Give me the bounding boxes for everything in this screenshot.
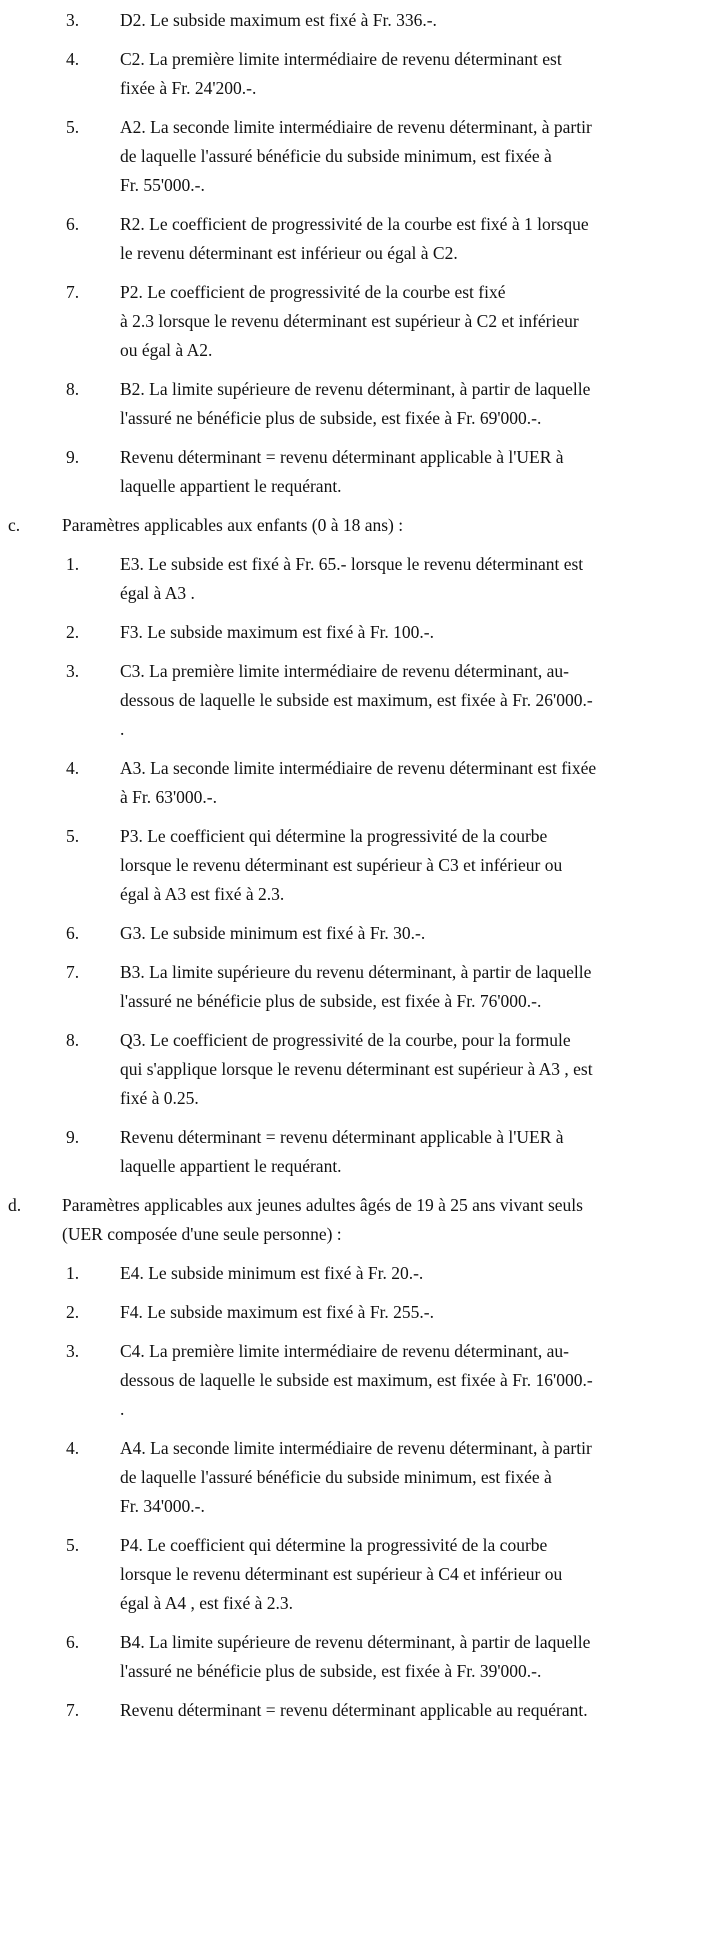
text-line: Revenu déterminant = revenu déterminant applicable à l'UER à [120, 1127, 564, 1147]
text-line: Revenu déterminant = revenu déterminant applicable à l'UER à [120, 447, 564, 467]
text-line: A3. La seconde limite intermédiaire de revenu déterminant est fixée [120, 758, 597, 778]
item-text [120, 210, 700, 268]
item-text [120, 1696, 700, 1725]
item-text [120, 657, 700, 744]
text-line: ou égal à A2. [120, 340, 213, 360]
text-line: F3. Le subside maximum est fixé à Fr. 100.-. [120, 622, 434, 642]
text-line: R2. Le coefficient de progressivité de la courbe est fixé à 1 lorsque [120, 214, 589, 234]
text-line: à Fr. 63'000.-. [120, 787, 217, 807]
item-text [120, 1298, 700, 1327]
text-line: à 2.3 lorsque le revenu déterminant est supérieur à C2 et inférieur [120, 311, 579, 331]
text-line: laquelle appartient le requérant. [120, 1156, 342, 1176]
item-text [120, 550, 700, 608]
text-line: F4. Le subside maximum est fixé à Fr. 255.-. [120, 1302, 434, 1322]
item-number: 7. [66, 1700, 80, 1720]
item-text [120, 1123, 700, 1181]
item-number: 4. [66, 758, 80, 778]
text-line: le revenu déterminant est inférieur ou égal à C2. [120, 243, 458, 263]
text-line: égal à A3 est fixé à 2.3. [120, 884, 285, 904]
text-line: D2. Le subside maximum est fixé à Fr. 336.-. [120, 10, 437, 30]
text-line: Q3. Le coefficient de progressivité de la courbe, pour la formule [120, 1030, 571, 1050]
text-line: . [120, 719, 125, 739]
text-line: de laquelle l'assuré bénéficie du subside minimum, est fixée à [120, 146, 552, 166]
text-line: B4. La limite supérieure de revenu déterminant, à partir de laquelle [120, 1632, 591, 1652]
text-line: P3. Le coefficient qui détermine la progressivité de la courbe [120, 826, 548, 846]
item-text [120, 1531, 700, 1618]
text-line: Fr. 55'000.-. [120, 175, 205, 195]
item-number: 5. [66, 1535, 80, 1555]
text-line: l'assuré ne bénéficie plus de subside, est fixée à Fr. 69'000.-. [120, 408, 542, 428]
item-text [120, 443, 700, 501]
text-line: E3. Le subside est fixé à Fr. 65.- lorsque le revenu déterminant est [120, 554, 584, 574]
item-number: 1. [66, 554, 80, 574]
text-line: P4. Le coefficient qui détermine la progressivité de la courbe [120, 1535, 548, 1555]
item-number: 6. [66, 923, 80, 943]
item-text [120, 919, 700, 948]
text-line: fixée à Fr. 24'200.-. [120, 78, 257, 98]
text-line: égal à A3 . [120, 583, 195, 603]
item-text [120, 6, 700, 35]
item-number: 8. [66, 379, 80, 399]
item-number: 8. [66, 1030, 80, 1050]
text-line: C3. La première limite intermédiaire de revenu déterminant, au- [120, 661, 569, 681]
item-text [120, 113, 700, 200]
item-text [120, 375, 700, 433]
text-line: dessous de laquelle le subside est maximum, est fixée à Fr. 26'000.- [120, 690, 593, 710]
item-text [120, 278, 700, 365]
text-line: qui s'applique lorsque le revenu déterminant est supérieur à A3 , est [120, 1059, 593, 1079]
text-line: E4. Le subside minimum est fixé à Fr. 20.-. [120, 1263, 424, 1283]
text-line: Paramètres applicables aux enfants (0 à 18 ans) : [62, 515, 404, 535]
text-line: . [120, 1399, 125, 1419]
item-text [120, 1628, 700, 1686]
text-line: A4. La seconde limite intermédiaire de revenu déterminant, à partir [120, 1438, 592, 1458]
text-line: Fr. 34'000.-. [120, 1496, 205, 1516]
text-line: l'assuré ne bénéficie plus de subside, est fixée à Fr. 76'000.-. [120, 991, 542, 1011]
text-line: A2. La seconde limite intermédiaire de revenu déterminant, à partir [120, 117, 592, 137]
text-line: P2. Le coefficient de progressivité de la courbe est fixé [120, 282, 506, 302]
item-number: 4. [66, 49, 80, 69]
section-marker: c. [8, 515, 21, 535]
item-text [120, 618, 700, 647]
item-text [120, 1026, 700, 1113]
text-line: C4. La première limite intermédiaire de revenu déterminant, au- [120, 1341, 569, 1361]
text-line: l'assuré ne bénéficie plus de subside, est fixée à Fr. 39'000.-. [120, 1661, 542, 1681]
item-number: 6. [66, 1632, 80, 1652]
text-line: égal à A4 , est fixé à 2.3. [120, 1593, 294, 1613]
text-line: C2. La première limite intermédiaire de revenu déterminant est [120, 49, 562, 69]
item-text [120, 1259, 700, 1288]
text-line: fixé à 0.25. [120, 1088, 199, 1108]
item-number: 5. [66, 826, 80, 846]
text-line: Paramètres applicables aux jeunes adultes âgés de 19 à 25 ans vivant seuls [62, 1195, 583, 1215]
text-line: dessous de laquelle le subside est maximum, est fixée à Fr. 16'000.- [120, 1370, 593, 1390]
item-text [120, 1337, 700, 1424]
item-number: 9. [66, 447, 80, 467]
item-number: 4. [66, 1438, 80, 1458]
text-line: lorsque le revenu déterminant est supérieur à C3 et inférieur ou [120, 855, 563, 875]
text-line: (UER composée d'une seule personne) : [62, 1224, 342, 1244]
item-number: 2. [66, 622, 80, 642]
item-number: 9. [66, 1127, 80, 1147]
item-text [120, 754, 700, 812]
item-text [120, 1434, 700, 1521]
section-marker: d. [8, 1195, 22, 1215]
text-line: B3. La limite supérieure du revenu déterminant, à partir de laquelle [120, 962, 592, 982]
text-line: de laquelle l'assuré bénéficie du subside minimum, est fixée à [120, 1467, 552, 1487]
text-line: lorsque le revenu déterminant est supérieur à C4 et inférieur ou [120, 1564, 563, 1584]
item-number: 6. [66, 214, 80, 234]
text-line: laquelle appartient le requérant. [120, 476, 342, 496]
section-heading [62, 511, 702, 540]
item-number: 3. [66, 661, 80, 681]
item-text [120, 822, 700, 909]
item-number: 5. [66, 117, 80, 137]
text-line: G3. Le subside minimum est fixé à Fr. 30.-. [120, 923, 426, 943]
item-number: 7. [66, 962, 80, 982]
text-line: Revenu déterminant = revenu déterminant applicable au requérant. [120, 1700, 588, 1720]
item-number: 3. [66, 10, 80, 30]
item-text [120, 958, 700, 1016]
section-heading [62, 1191, 702, 1249]
item-text [120, 45, 700, 103]
item-number: 7. [66, 282, 80, 302]
text-line: B2. La limite supérieure de revenu déterminant, à partir de laquelle [120, 379, 591, 399]
item-number: 1. [66, 1263, 80, 1283]
item-number: 2. [66, 1302, 80, 1322]
item-number: 3. [66, 1341, 80, 1361]
